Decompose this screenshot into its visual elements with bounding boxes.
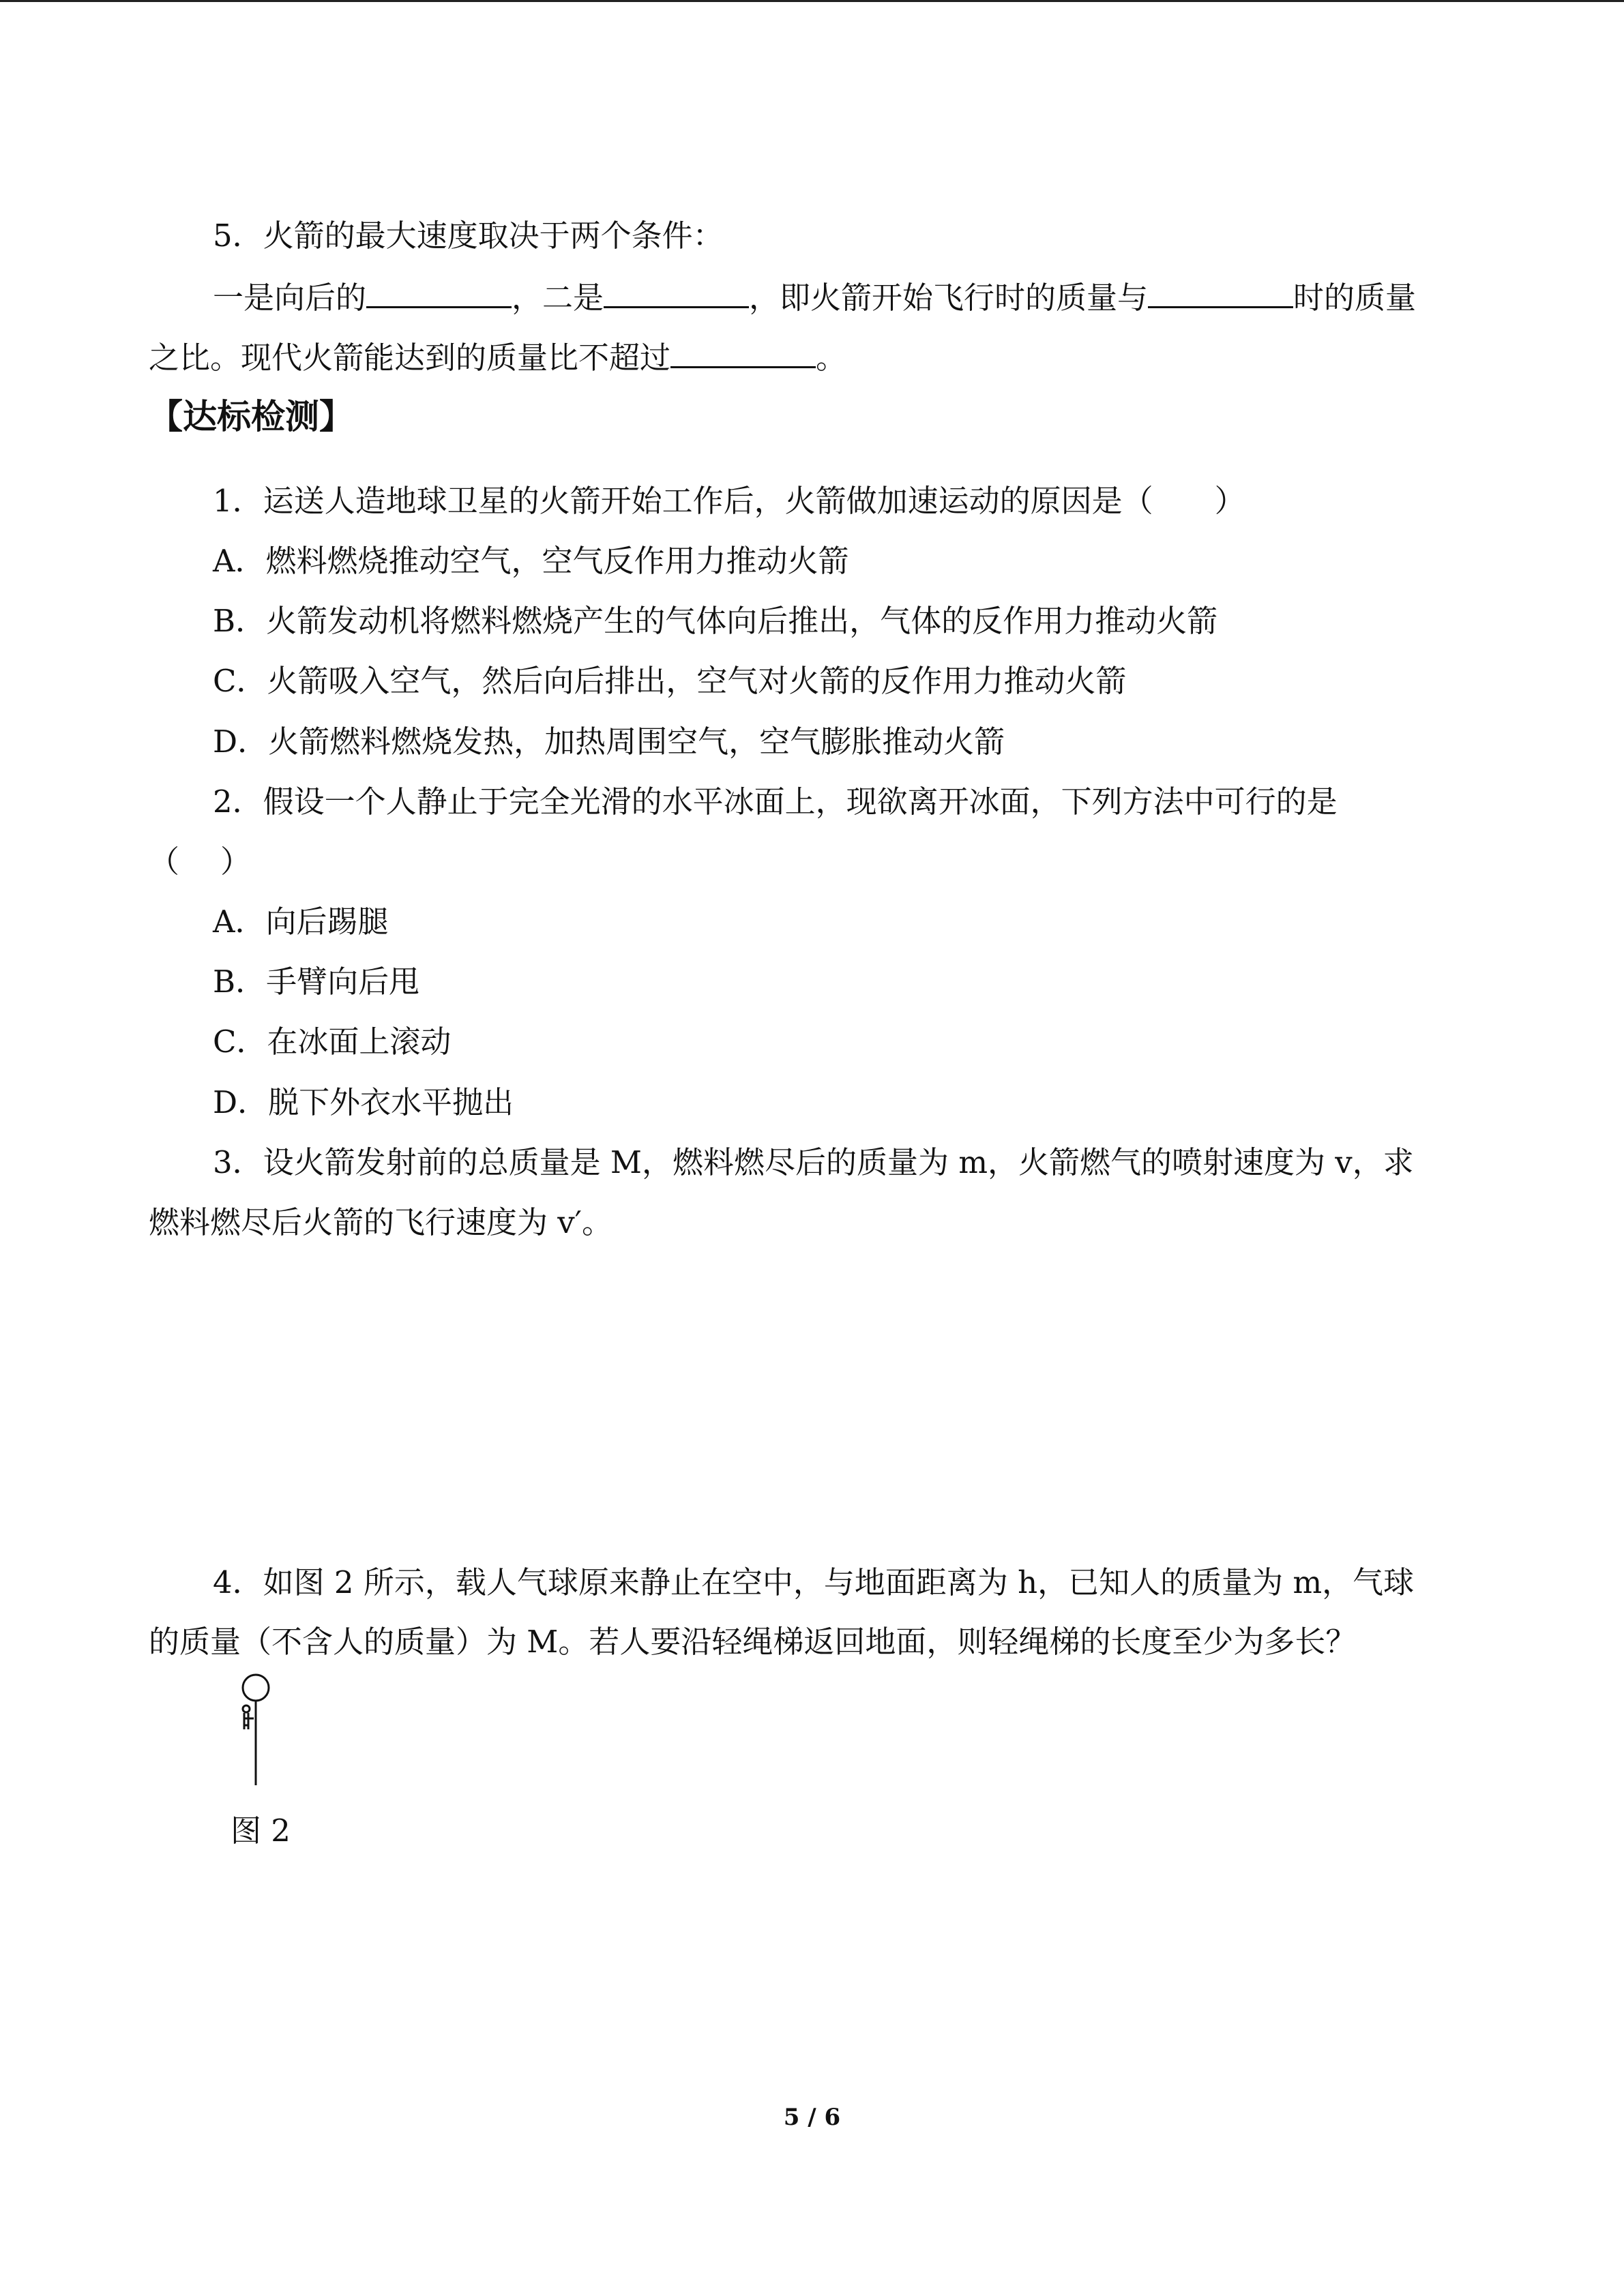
- q2-option-b: B．手臂向后甩: [213, 964, 420, 1000]
- q2-paren-close: ）: [220, 844, 252, 880]
- q5-text-3: ，即火箭开始飞行时的质量与: [749, 280, 1149, 316]
- q3-line-1: 3．设火箭发射前的总质量是 M，燃料燃尽后的质量为 m，火箭燃气的喷射速度为 v，求: [213, 1144, 1414, 1180]
- person-head-icon: [243, 1705, 250, 1712]
- q5-line-2: [149, 336, 846, 377]
- q5-text-6: 。: [816, 340, 847, 376]
- q5-text-4: 时的质量: [1293, 280, 1417, 316]
- q1-stem-close: ）: [1214, 483, 1245, 519]
- page-number: 5 / 6: [783, 2104, 841, 2131]
- q1-option-d: D．火箭燃料燃烧发热，加热周围空气，空气膨胀推动火箭: [213, 724, 1005, 760]
- q5-text-1: 一是向后的: [213, 280, 367, 316]
- q1-stem-text: 1．运送人造地球卫星的火箭开始工作后，火箭做加速运动的原因是（: [213, 483, 1153, 519]
- q5-blank-1[interactable]: [366, 276, 512, 308]
- q5-blank-3[interactable]: [1148, 276, 1293, 308]
- q5-text-2: ，二是: [512, 280, 604, 316]
- q1-option-c: C．火箭吸入空气，然后向后排出，空气对火箭的反作用力推动火箭: [213, 663, 1127, 699]
- q1-stem: [213, 482, 1245, 520]
- section-heading-check: 【达标检测】: [149, 397, 353, 436]
- q3-line-2: 燃料燃尽后火箭的飞行速度为 v′。: [149, 1204, 612, 1240]
- q2-stem: 2．假设一个人静止于完全光滑的水平冰面上，现欲离开冰面，下列方法中可行的是: [213, 784, 1338, 820]
- figure-balloon-rope-ladder: [222, 1669, 290, 1792]
- balloon-diagram: [222, 1669, 290, 1792]
- q2-answer-parens: [149, 843, 251, 881]
- q2-option-a: A．向后踢腿: [213, 904, 389, 940]
- q4-line-2: 的质量（不含人的质量）为 M。若人要沿轻绳梯返回地面，则轻绳梯的长度至少为多长？: [149, 1624, 1357, 1660]
- person-body-icon: [244, 1713, 254, 1729]
- q1-option-a: A．燃料燃烧推动空气，空气反作用力推动火箭: [213, 543, 849, 579]
- q2-paren-open: （: [149, 844, 180, 880]
- q2-option-d: D．脱下外衣水平抛出: [213, 1084, 514, 1120]
- balloon-icon: [243, 1675, 269, 1701]
- q5-blank-2[interactable]: [604, 276, 749, 308]
- q1-option-b: B．火箭发动机将燃料燃烧产生的气体向后推出，气体的反作用力推动火箭: [213, 603, 1218, 639]
- q2-option-c: C．在冰面上滚动: [213, 1024, 452, 1060]
- q5-title: 5．火箭的最大速度取决于两个条件：: [213, 218, 724, 254]
- q5-line-1: [213, 276, 1416, 317]
- q4-line-1: 4．如图 2 所示，载人气球原来静止在空中，与地面距离为 h，已知人的质量为 m，气球: [213, 1564, 1415, 1600]
- q5-text-5: 之比。现代火箭能达到的质量比不超过: [149, 340, 671, 376]
- q5-blank-4[interactable]: [670, 336, 816, 368]
- page-top-border: [0, 0, 1624, 2]
- figure-caption: 图 2: [231, 1813, 291, 1849]
